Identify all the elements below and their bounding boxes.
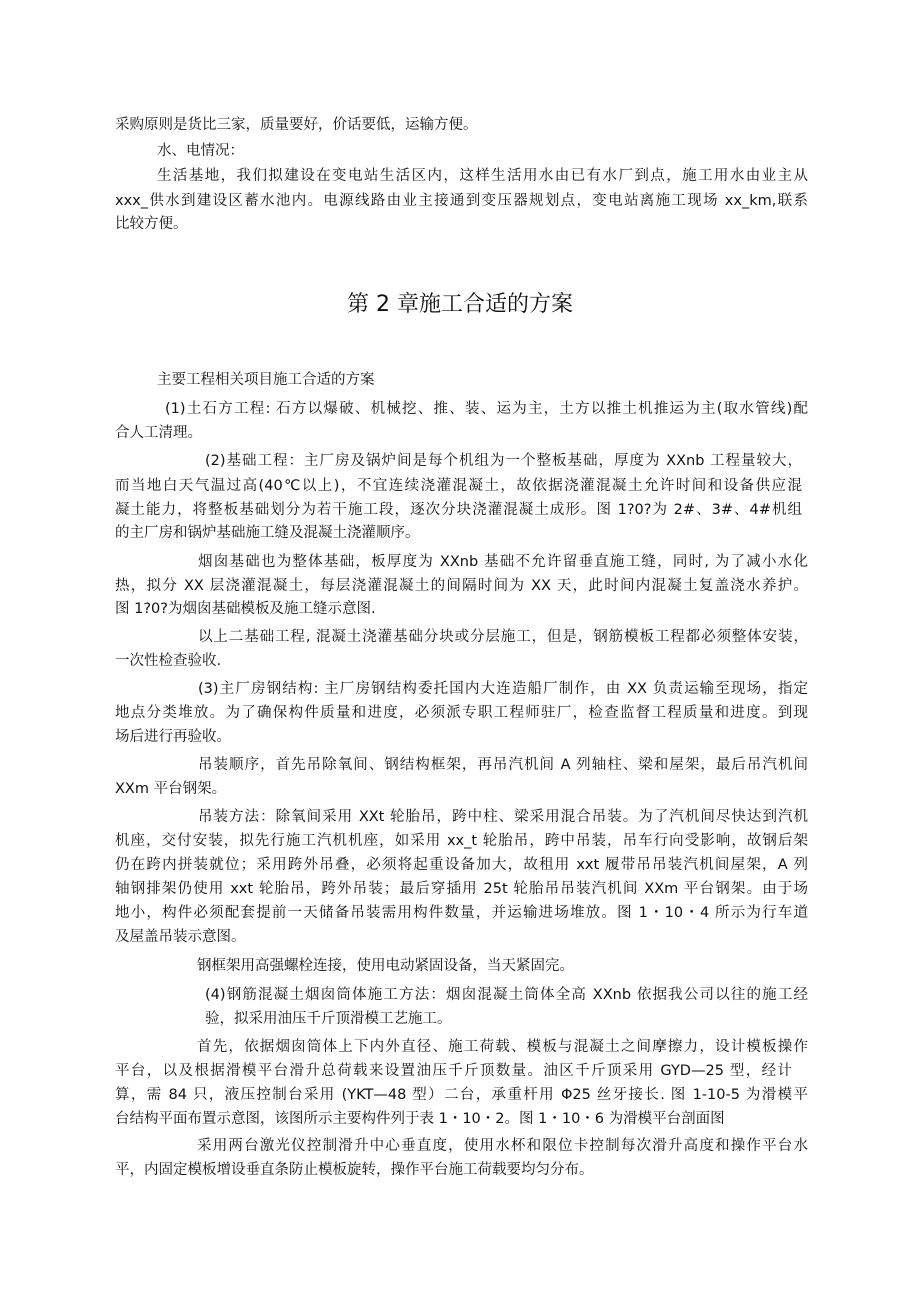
paragraph-line: 地点分类堆放。为了确保构件质量和进度，必须派专职工程师驻厂，检查监督工程质量和进度。到现 <box>115 705 808 721</box>
paragraph-line: xxx_供水到建设区蓄水池内。电源线路由业主接通到变压器规划点，变电站离施工现场 xx_km,联系 <box>115 193 808 209</box>
paragraph-line: 采用两台激光仪控制滑升中心垂直度，使用水杯和限位卡控制每次滑升高度和操作平台水 <box>197 1138 808 1154</box>
paragraph-line: 平台，以及根据滑模平台滑升总荷载来设置油压千斤顶数量。油区千斤顶采用 GYD—25 型，经计 <box>115 1063 792 1079</box>
paragraph-line: 及屋盖吊装示意图。 <box>115 929 246 945</box>
paragraph-line: 轴钢排架仍使用 xxt 轮胎吊，跨外吊装；最后穿插用 25t 轮胎吊吊装汽机间 XXm 平台钢架。由于场 <box>115 881 808 897</box>
paragraph-line: 以上二基础工程, 混凝土浇灌基础分块或分层施工，但是，钢筋模板工程都必须整体安装， <box>198 629 808 645</box>
paragraph-line: 热，拟分 XX 层浇灌混凝土，每层浇灌混凝土的间隔时间为 XX 天，此时间内混凝土复盖浇水养护。 <box>115 578 808 594</box>
section-heading: 主要工程相关项目施工合适的方案 <box>157 372 375 388</box>
chapter-title: 第 2 章施工合适的方案 <box>347 292 573 317</box>
paragraph-line: 而当地白天气温过高(40℃以上)，不宜连续浇灌混凝土，故依据浇灌混凝土允许时间和设备供应混 <box>115 478 802 494</box>
paragraph-line: 验，拟采用油压千斤顶滑模工艺施工。 <box>205 1011 452 1027</box>
paragraph-line: 图 1?0?为烟囱基础模板及施工缝示意图. <box>115 601 376 617</box>
paragraph-line: 合人工清理。 <box>115 425 202 441</box>
paragraph-line: 一次性检查验收. <box>115 653 222 669</box>
paragraph-line: 地小，构件必须配套提前一天储备吊装需用构件数量，并运输进场堆放。图 1・10・4 所示为行车道 <box>115 905 808 921</box>
paragraph-line: 算，需 84 只，液压控制台采用 (YKT—48 型）二台，承重杆用 Φ25 丝牙接长. 图 1-10-5 为滑模平 <box>115 1087 808 1103</box>
section-label: 水、电情况： <box>157 143 244 159</box>
paragraph-line: 场后进行再验收。 <box>115 729 231 745</box>
paragraph-line: 烟囱基础也为整体基础，板厚度为 XXnb 基础不允许留垂直施工缝，同时, 为了减小水化 <box>198 554 808 570</box>
paragraph-line: 凝土能力，将整板基础划分为若干施工段，逐次分块浇灌混凝土成形。图 1?0?为 2#、3#、4#机组 <box>115 502 802 518</box>
paragraph-line: 吊装顺序，首先吊除氧间、钢结构框架，再吊汽机间 A 列轴柱、梁和屋架，最后吊汽机间 <box>198 757 808 773</box>
paragraph-line: XXm 平台钢架。 <box>115 781 227 797</box>
paragraph-line: (2)基础工程：主厂房及锅炉间是每个机组为一个整板基础，厚度为 XXnb 工程量较大， <box>205 453 802 469</box>
paragraph-line: (4)钢筋混凝土烟囱筒体施工方法：烟囱混凝土筒体全高 XXnb 依据我公司以往的施工经 <box>205 987 808 1003</box>
paragraph-line: (3)主厂房钢结构: 主厂房钢结构委托国内大连造船厂制作，由 XX 负责运输至现场，指定 <box>198 681 808 697</box>
paragraph-line: 采购原则是货比三家，质量要好，价话要低，运输方便。 <box>115 117 478 133</box>
paragraph-line: (1)土石方工程: 石方以爆破、机械挖、推、装、运为主，土方以推土机推运为主(取水管线)配 <box>165 401 808 417</box>
paragraph-line: 首先，依据烟囱筒体上下内外直径、施工荷载、模板与混凝土之间摩擦力，设计模板操作 <box>197 1039 808 1055</box>
paragraph-line: 平，内固定模板增设垂直条防止模板旋转，操作平台施工荷载要均匀分布。 <box>115 1162 594 1178</box>
paragraph-line: 生活基地，我们拟建设在变电站生活区内，这样生活用水由已有水厂到点，施工用水由业主从 <box>157 168 808 184</box>
paragraph-line: 台结构平面布置示意图，该图所示主要构件列于表 1・10・2。图 1・10・6 为滑模平台剖面图 <box>115 1111 725 1127</box>
paragraph-line: 钢框架用高强螺栓连接，使用电动紧固设备，当天紧固完。 <box>197 958 574 974</box>
paragraph-line: 比较方便。 <box>115 216 188 232</box>
paragraph-line: 仍在跨内拼装就位；采用跨外吊叠，必须将起重设备加大，故租用 xxt 履带吊吊装汽机间屋架，A 列 <box>115 857 808 873</box>
paragraph-line: 机座，交付安装，拟先行施工汽机机座，如采用 xx_t 轮胎吊，跨中吊装，吊车行向受影响，故钢后架 <box>115 833 808 849</box>
paragraph-line: 吊装方法：除氧间采用 XXt 轮胎吊，跨中柱、梁采用混合吊装。为了汽机间尽快达到汽机 <box>198 809 808 825</box>
paragraph-line: 的主厂房和锅炉基础施工缝及混凝土浇灌顺序。 <box>115 525 420 541</box>
